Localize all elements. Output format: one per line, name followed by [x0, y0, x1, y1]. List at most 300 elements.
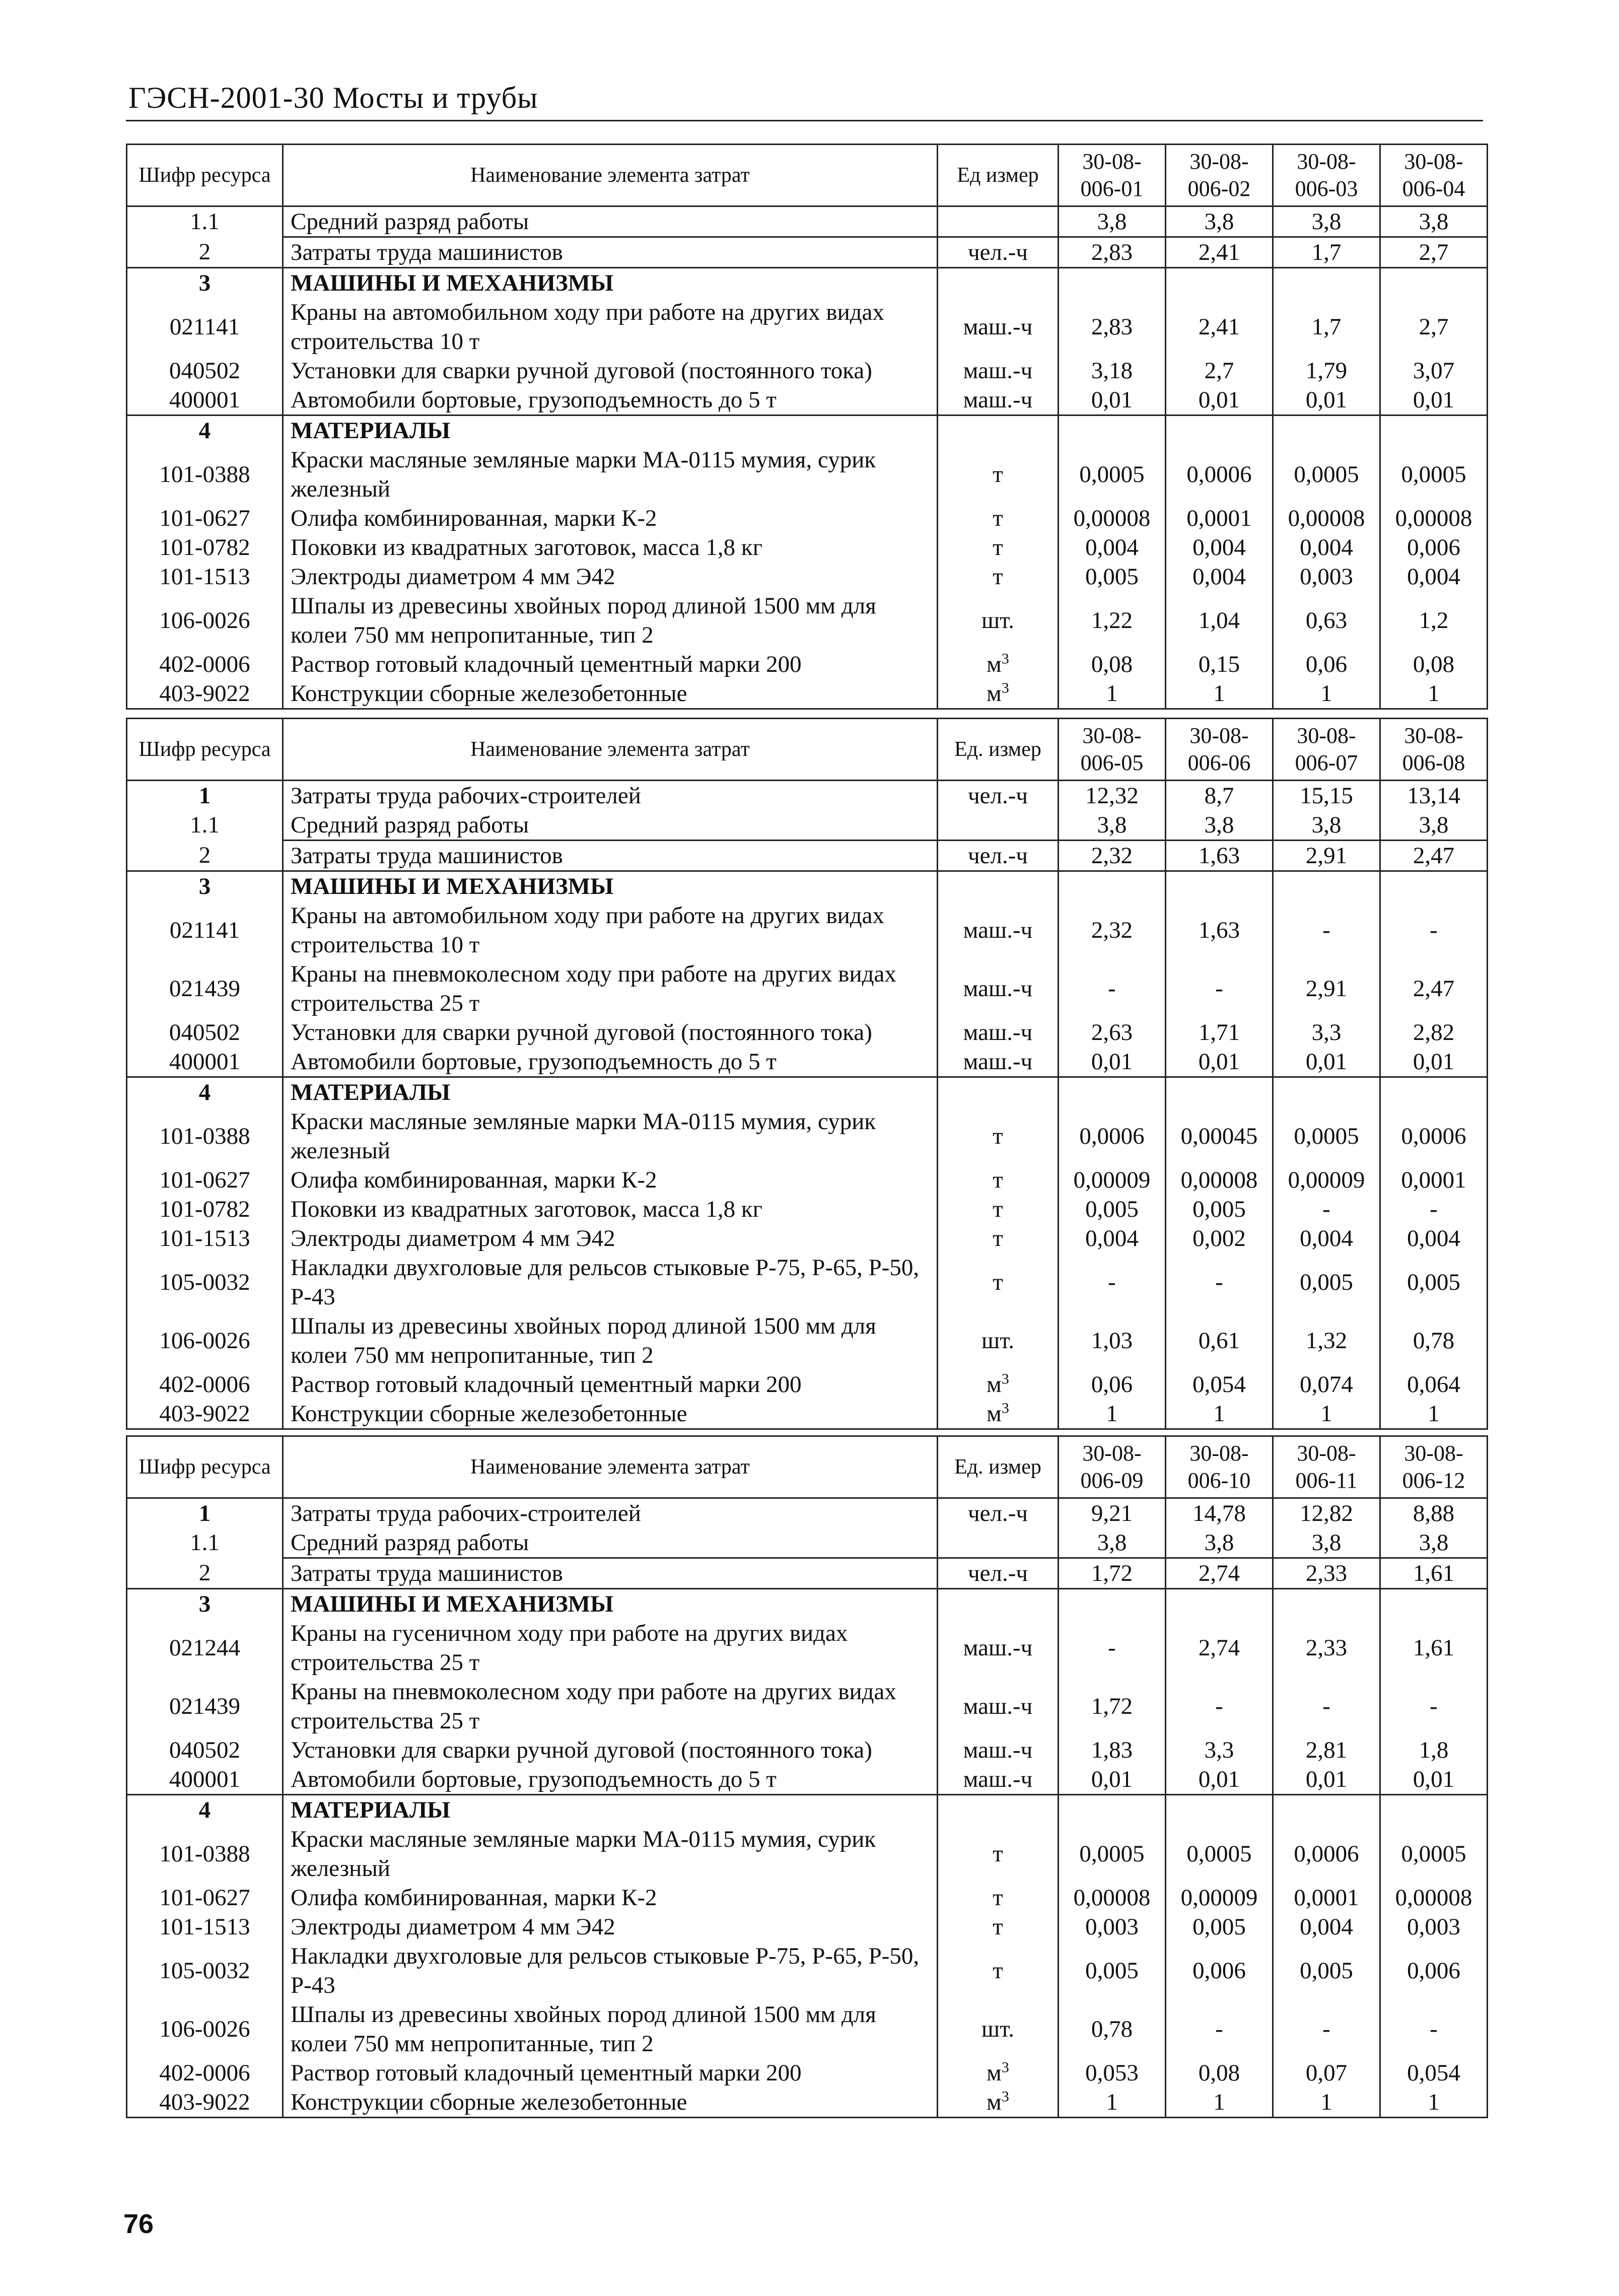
section-title: МАШИНЫ И МЕХАНИЗМЫ	[283, 268, 938, 298]
resource-code: 040502	[127, 356, 283, 385]
value-cell: 1	[1273, 2088, 1380, 2118]
value-cell: 1	[1380, 679, 1488, 709]
table-row	[127, 504, 1488, 533]
resource-code: 402-0006	[127, 1370, 283, 1399]
resource-code: 106-0026	[127, 2000, 283, 2058]
column-header-rate: 30-08- 006-01	[1059, 145, 1166, 206]
table-row	[127, 1765, 1488, 1795]
value-cell: 0,0001	[1380, 1165, 1488, 1195]
unit-cell: т	[938, 1195, 1059, 1224]
table-row	[127, 1883, 1488, 1912]
table-row	[127, 1528, 1488, 1558]
value-cell: 0,01	[1166, 385, 1273, 415]
value-cell: 0,0006	[1380, 1107, 1488, 1165]
column-header-name: Наименование элемента затрат	[283, 719, 938, 781]
value-cell: 1	[1166, 679, 1273, 709]
cost-item-name: Раствор готовый кладочный цементный марки 200	[283, 1370, 938, 1399]
value-cell: 0,01	[1166, 1765, 1273, 1795]
resource-code: 101-0627	[127, 1165, 283, 1195]
resource-table-2	[126, 718, 1488, 1430]
cost-item-name: Олифа комбинированная, марки К-2	[283, 1165, 938, 1195]
unit-cell: маш.-ч	[938, 1018, 1059, 1047]
value-cell: 0,63	[1273, 591, 1380, 650]
value-cell	[1273, 1589, 1380, 1619]
unit-cell	[938, 871, 1059, 901]
table-row	[127, 385, 1488, 415]
table-row	[127, 2088, 1488, 2118]
resource-code: 021439	[127, 1677, 283, 1735]
unit-cell: чел.-ч	[938, 237, 1059, 268]
resource-code: 403-9022	[127, 2088, 283, 2118]
cost-item-name: Краны на гусеничном ходу при работе на других видах строительства 25 т	[283, 1619, 938, 1677]
table-header-row	[127, 719, 1488, 781]
column-header-unit: Ед. измер	[938, 719, 1059, 781]
cost-item-name: Затраты труда машинистов	[283, 1558, 938, 1589]
resource-code: 040502	[127, 1735, 283, 1765]
value-cell: 1	[1059, 2088, 1166, 2118]
unit-cell: шт.	[938, 1311, 1059, 1370]
resource-code: 101-1513	[127, 1912, 283, 1941]
cost-item-name: Олифа комбинированная, марки К-2	[283, 1883, 938, 1912]
resource-code: 1.1	[127, 206, 283, 237]
value-cell: 1,22	[1059, 591, 1166, 650]
unit-cell: чел.-ч	[938, 1498, 1059, 1528]
value-cell: 3,3	[1166, 1735, 1273, 1765]
cost-item-name: Поковки из квадратных заготовок, масса 1,8 кг	[283, 533, 938, 562]
cost-item-name: Средний разряд работы	[283, 1528, 938, 1558]
value-cell	[1059, 871, 1166, 901]
value-cell: 1,8	[1380, 1735, 1488, 1765]
resource-code: 105-0032	[127, 1941, 283, 2000]
resource-code: 101-0627	[127, 504, 283, 533]
value-cell: 2,41	[1166, 298, 1273, 356]
unit-cell: чел.-ч	[938, 841, 1059, 871]
section-title: МАТЕРИАЛЫ	[283, 415, 938, 446]
value-cell	[1273, 1795, 1380, 1825]
resource-code: 2	[127, 1558, 283, 1589]
unit-cell: $м^3$	[938, 2088, 1059, 2118]
value-cell: 1	[1380, 2088, 1488, 2118]
value-cell: -	[1273, 2000, 1380, 2058]
value-cell: 0,01	[1380, 1765, 1488, 1795]
value-cell: -	[1273, 1677, 1380, 1735]
resource-code: 2	[127, 841, 283, 871]
value-cell: 0,01	[1273, 1047, 1380, 1077]
section-title: МАШИНЫ И МЕХАНИЗМЫ	[283, 871, 938, 901]
value-cell: 3,8	[1273, 1528, 1380, 1558]
value-cell: 3,8	[1273, 810, 1380, 841]
value-cell: 3,8	[1380, 206, 1488, 237]
value-cell: 1,04	[1166, 591, 1273, 650]
column-header-unit: Ед. измер	[938, 1436, 1059, 1498]
value-cell: 0,00009	[1059, 1165, 1166, 1195]
value-cell: 0,00009	[1166, 1883, 1273, 1912]
value-cell: 0,01	[1059, 385, 1166, 415]
table-row	[127, 679, 1488, 709]
value-cell: 2,7	[1166, 356, 1273, 385]
value-cell: 2,74	[1166, 1619, 1273, 1677]
value-cell: -	[1059, 959, 1166, 1018]
column-header-name: Наименование элемента затрат	[283, 145, 938, 206]
value-cell: 1,61	[1380, 1558, 1488, 1589]
column-header-name: Наименование элемента затрат	[283, 1436, 938, 1498]
cost-item-name: Электроды диаметром 4 мм Э42	[283, 562, 938, 591]
value-cell: 3,07	[1380, 356, 1488, 385]
value-cell: 0,002	[1166, 1224, 1273, 1253]
unit-cell: шт.	[938, 591, 1059, 650]
value-cell: 0,004	[1273, 533, 1380, 562]
value-cell: 0,0005	[1380, 1825, 1488, 1883]
value-cell: 0,01	[1273, 385, 1380, 415]
value-cell	[1166, 1077, 1273, 1107]
resource-code: 402-0006	[127, 650, 283, 679]
value-cell	[1380, 871, 1488, 901]
value-cell: 0,01	[1273, 1765, 1380, 1795]
table-row	[127, 1825, 1488, 1883]
resource-code: 106-0026	[127, 591, 283, 650]
value-cell: 0,15	[1166, 650, 1273, 679]
resource-code: 403-9022	[127, 1399, 283, 1429]
value-cell: 3,8	[1273, 206, 1380, 237]
cost-item-name: Шпалы из древесины хвойных пород длиной 1500 мм для колеи 750 мм непропитанные, тип 2	[283, 1311, 938, 1370]
page-header: ГЭСН-2001-30 Мосты и трубы	[128, 81, 538, 114]
table-row	[127, 1619, 1488, 1677]
value-cell	[1166, 1795, 1273, 1825]
value-cell: 8,7	[1166, 781, 1273, 811]
value-cell: 1,71	[1166, 1018, 1273, 1047]
resource-code: 101-0388	[127, 445, 283, 504]
table-row	[127, 781, 1488, 811]
value-cell: 3,8	[1380, 1528, 1488, 1558]
value-cell: 0,004	[1380, 562, 1488, 591]
cost-item-name: Краски масляные земляные марки МА-0115 мумия, сурик железный	[283, 445, 938, 504]
value-cell: 0,006	[1380, 533, 1488, 562]
cost-item-name: Электроды диаметром 4 мм Э42	[283, 1912, 938, 1941]
unit-cell: маш.-ч	[938, 356, 1059, 385]
value-cell: 2,32	[1059, 841, 1166, 871]
unit-cell: т	[938, 562, 1059, 591]
resource-table-3	[126, 1435, 1488, 2118]
value-cell: 3,3	[1273, 1018, 1380, 1047]
unit-cell: маш.-ч	[938, 1047, 1059, 1077]
table-row	[127, 356, 1488, 385]
value-cell: 2,32	[1059, 901, 1166, 959]
resource-code: 021141	[127, 298, 283, 356]
value-cell: 0,003	[1380, 1912, 1488, 1941]
column-header-rate: 30-08- 006-08	[1380, 719, 1488, 781]
section-row	[127, 268, 1488, 298]
table-row	[127, 1018, 1488, 1047]
value-cell: 1,32	[1273, 1311, 1380, 1370]
value-cell: 0,00008	[1380, 1883, 1488, 1912]
value-cell	[1059, 1077, 1166, 1107]
value-cell: -	[1273, 901, 1380, 959]
column-header-rate: 30-08- 006-02	[1166, 145, 1273, 206]
value-cell: 0,01	[1166, 1047, 1273, 1077]
cost-item-name: Средний разряд работы	[283, 206, 938, 237]
section-title: МАТЕРИАЛЫ	[283, 1795, 938, 1825]
value-cell: 15,15	[1273, 781, 1380, 811]
value-cell: -	[1166, 1253, 1273, 1311]
unit-cell	[938, 268, 1059, 298]
value-cell: 2,7	[1380, 298, 1488, 356]
cost-item-name: Затраты труда машинистов	[283, 237, 938, 268]
column-header-rate: 30-08- 006-07	[1273, 719, 1380, 781]
unit-cell	[938, 1077, 1059, 1107]
value-cell: 0,00009	[1273, 1165, 1380, 1195]
column-header-code: Шифр ресурса	[127, 1436, 283, 1498]
value-cell: 0,003	[1273, 562, 1380, 591]
cost-item-name: Поковки из квадратных заготовок, масса 1,8 кг	[283, 1195, 938, 1224]
resource-code: 3	[127, 1589, 283, 1619]
value-cell	[1273, 268, 1380, 298]
value-cell: 0,005	[1273, 1253, 1380, 1311]
value-cell: 3,8	[1380, 810, 1488, 841]
value-cell: 1,7	[1273, 237, 1380, 268]
cost-item-name: Затраты труда рабочих-строителей	[283, 1498, 938, 1528]
value-cell: 0,0006	[1273, 1825, 1380, 1883]
unit-cell: $м^3$	[938, 650, 1059, 679]
value-cell: 0,006	[1380, 1941, 1488, 2000]
value-cell: 0,08	[1059, 650, 1166, 679]
value-cell	[1166, 871, 1273, 901]
cost-item-name: Краски масляные земляные марки МА-0115 мумия, сурик железный	[283, 1107, 938, 1165]
table-row	[127, 1311, 1488, 1370]
cost-item-name: Накладки двухголовые для рельсов стыковые Р-75, Р-65, Р-50, Р-43	[283, 1253, 938, 1311]
value-cell: -	[1380, 901, 1488, 959]
unit-cell	[938, 415, 1059, 446]
unit-cell: чел.-ч	[938, 781, 1059, 811]
table-row	[127, 1399, 1488, 1429]
value-cell: 0,01	[1059, 1047, 1166, 1077]
resource-code: 3	[127, 871, 283, 901]
value-cell: 0,00008	[1059, 1883, 1166, 1912]
value-cell: 0,06	[1059, 1370, 1166, 1399]
unit-cell: маш.-ч	[938, 385, 1059, 415]
cost-item-name: Краны на пневмоколесном ходу при работе на других видах строительства 25 т	[283, 1677, 938, 1735]
value-cell: 0,0005	[1059, 445, 1166, 504]
value-cell: 0,61	[1166, 1311, 1273, 1370]
value-cell: 2,91	[1273, 841, 1380, 871]
unit-cell	[938, 1528, 1059, 1558]
table-row	[127, 206, 1488, 237]
column-header-rate: 30-08- 006-09	[1059, 1436, 1166, 1498]
value-cell: 2,74	[1166, 1558, 1273, 1589]
value-cell: 0,053	[1059, 2058, 1166, 2088]
resource-code: 101-0388	[127, 1107, 283, 1165]
section-row	[127, 1077, 1488, 1107]
value-cell	[1166, 415, 1273, 446]
unit-cell	[938, 1795, 1059, 1825]
value-cell: 1	[1059, 1399, 1166, 1429]
unit-cell	[938, 1589, 1059, 1619]
unit-cell: маш.-ч	[938, 1677, 1059, 1735]
value-cell: -	[1059, 1253, 1166, 1311]
value-cell: 1	[1166, 1399, 1273, 1429]
unit-cell: маш.-ч	[938, 1735, 1059, 1765]
table-row	[127, 1558, 1488, 1589]
table-row	[127, 1677, 1488, 1735]
value-cell: 2,82	[1380, 1018, 1488, 1047]
table-row	[127, 1107, 1488, 1165]
unit-cell: $м^3$	[938, 2058, 1059, 2088]
unit-cell: чел.-ч	[938, 1558, 1059, 1589]
cost-item-name: Краны на пневмоколесном ходу при работе на других видах строительства 25 т	[283, 959, 938, 1018]
value-cell	[1380, 415, 1488, 446]
cost-item-name: Краны на автомобильном ходу при работе на других видах строительства 10 т	[283, 298, 938, 356]
table-row	[127, 1912, 1488, 1941]
value-cell: 1,63	[1166, 901, 1273, 959]
column-header-rate: 30-08- 006-11	[1273, 1436, 1380, 1498]
resource-code: 402-0006	[127, 2058, 283, 2088]
value-cell: 0,074	[1273, 1370, 1380, 1399]
value-cell: -	[1166, 2000, 1273, 2058]
table-row	[127, 1253, 1488, 1311]
value-cell: 2,91	[1273, 959, 1380, 1018]
value-cell: -	[1166, 959, 1273, 1018]
value-cell	[1059, 415, 1166, 446]
table-row	[127, 533, 1488, 562]
value-cell: -	[1380, 1677, 1488, 1735]
value-cell: 1,63	[1166, 841, 1273, 871]
value-cell: 1,72	[1059, 1558, 1166, 1589]
column-header-code: Шифр ресурса	[127, 145, 283, 206]
resource-code: 040502	[127, 1018, 283, 1047]
value-cell: 8,88	[1380, 1498, 1488, 1528]
unit-cell: т	[938, 1253, 1059, 1311]
value-cell: 2,83	[1059, 237, 1166, 268]
value-cell: 9,21	[1059, 1498, 1166, 1528]
resource-code: 400001	[127, 1047, 283, 1077]
header-rule	[126, 120, 1483, 121]
cost-item-name: Раствор готовый кладочный цементный марки 200	[283, 650, 938, 679]
unit-cell: т	[938, 1165, 1059, 1195]
value-cell: 0,0005	[1166, 1825, 1273, 1883]
value-cell: 0,004	[1059, 533, 1166, 562]
value-cell: -	[1380, 2000, 1488, 2058]
value-cell: 1,79	[1273, 356, 1380, 385]
value-cell: 3,8	[1166, 1528, 1273, 1558]
value-cell: -	[1380, 1195, 1488, 1224]
value-cell: 0,003	[1059, 1912, 1166, 1941]
cost-item-name: Конструкции сборные железобетонные	[283, 679, 938, 709]
value-cell: 0,004	[1273, 1912, 1380, 1941]
value-cell: 3,8	[1166, 810, 1273, 841]
unit-cell: маш.-ч	[938, 1765, 1059, 1795]
value-cell: 3,18	[1059, 356, 1166, 385]
value-cell: 2,47	[1380, 959, 1488, 1018]
unit-cell	[938, 810, 1059, 841]
section-row	[127, 415, 1488, 446]
resource-code: 400001	[127, 385, 283, 415]
value-cell: 0,00008	[1273, 504, 1380, 533]
value-cell: 1	[1166, 2088, 1273, 2118]
value-cell: 2,83	[1059, 298, 1166, 356]
value-cell	[1380, 1795, 1488, 1825]
unit-cell: $м^3$	[938, 1399, 1059, 1429]
value-cell: 13,14	[1380, 781, 1488, 811]
unit-cell: т	[938, 1825, 1059, 1883]
table-row	[127, 901, 1488, 959]
value-cell: 2,41	[1166, 237, 1273, 268]
unit-cell	[938, 206, 1059, 237]
table-row	[127, 1498, 1488, 1528]
cost-item-name: Конструкции сборные железобетонные	[283, 1399, 938, 1429]
value-cell	[1380, 1589, 1488, 1619]
table-row	[127, 959, 1488, 1018]
table-row	[127, 1370, 1488, 1399]
cost-item-name: Шпалы из древесины хвойных пород длиной 1500 мм для колеи 750 мм непропитанные, тип 2	[283, 2000, 938, 2058]
unit-cell: $м^3$	[938, 1370, 1059, 1399]
unit-cell: маш.-ч	[938, 298, 1059, 356]
table-row	[127, 1941, 1488, 2000]
resource-code: 101-0388	[127, 1825, 283, 1883]
value-cell: 1,03	[1059, 1311, 1166, 1370]
value-cell: -	[1166, 1677, 1273, 1735]
value-cell: 2,47	[1380, 841, 1488, 871]
table-row	[127, 841, 1488, 871]
value-cell: 0,005	[1059, 1941, 1166, 2000]
cost-item-name: Электроды диаметром 4 мм Э42	[283, 1224, 938, 1253]
resource-code: 4	[127, 415, 283, 446]
resource-code: 101-1513	[127, 562, 283, 591]
value-cell: 1,72	[1059, 1677, 1166, 1735]
unit-cell: т	[938, 1107, 1059, 1165]
column-header-rate: 30-08- 006-03	[1273, 145, 1380, 206]
unit-cell: маш.-ч	[938, 1619, 1059, 1677]
unit-cell: т	[938, 1224, 1059, 1253]
value-cell: 12,32	[1059, 781, 1166, 811]
resource-code: 105-0032	[127, 1253, 283, 1311]
value-cell: 0,08	[1380, 650, 1488, 679]
section-row	[127, 871, 1488, 901]
value-cell	[1273, 415, 1380, 446]
value-cell: 0,005	[1273, 1941, 1380, 2000]
resource-code: 3	[127, 268, 283, 298]
value-cell: 0,004	[1059, 1224, 1166, 1253]
table-row	[127, 2000, 1488, 2058]
table-row	[127, 1735, 1488, 1765]
column-header-rate: 30-08- 006-12	[1380, 1436, 1488, 1498]
column-header-code: Шифр ресурса	[127, 719, 283, 781]
resource-code: 1.1	[127, 810, 283, 841]
value-cell: -	[1059, 1619, 1166, 1677]
cost-item-name: Установки для сварки ручной дуговой (постоянного тока)	[283, 356, 938, 385]
table-row	[127, 591, 1488, 650]
value-cell: 0,004	[1273, 1224, 1380, 1253]
value-cell: 0,08	[1166, 2058, 1273, 2088]
value-cell: 0,005	[1059, 1195, 1166, 1224]
column-header-rate: 30-08- 006-06	[1166, 719, 1273, 781]
value-cell: 0,0005	[1273, 1107, 1380, 1165]
value-cell	[1273, 871, 1380, 901]
value-cell: 0,0001	[1273, 1883, 1380, 1912]
value-cell: 1	[1273, 679, 1380, 709]
value-cell: 0,0005	[1380, 445, 1488, 504]
unit-cell: т	[938, 504, 1059, 533]
resource-code: 101-0627	[127, 1883, 283, 1912]
value-cell: 0,004	[1380, 1224, 1488, 1253]
unit-cell: маш.-ч	[938, 901, 1059, 959]
cost-item-name: Автомобили бортовые, грузоподъемность до 5 т	[283, 1047, 938, 1077]
resource-table-1	[126, 144, 1488, 710]
unit-cell: $м^3$	[938, 679, 1059, 709]
value-cell: 0,0006	[1166, 445, 1273, 504]
unit-cell: маш.-ч	[938, 959, 1059, 1018]
value-cell: 0,004	[1166, 533, 1273, 562]
value-cell: 0,01	[1380, 385, 1488, 415]
section-row	[127, 1589, 1488, 1619]
